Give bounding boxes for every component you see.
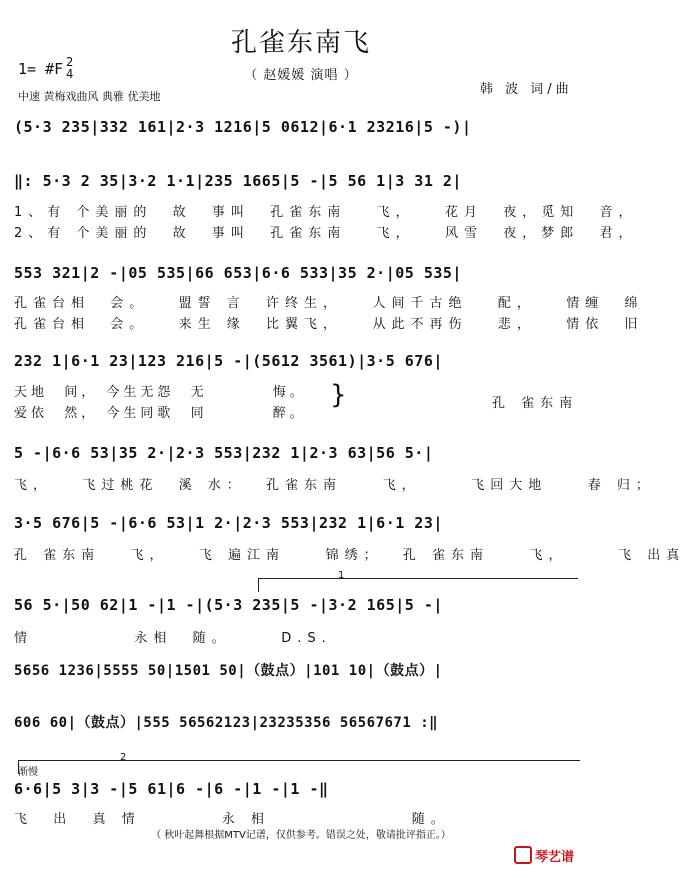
verse-brace: }	[330, 380, 347, 410]
credit-line: 韩 波 词/曲	[480, 82, 573, 97]
lyric-line: 1、有 个美丽的 故 事叫 孔雀东南 飞， 花月 夜，觅知 音，	[14, 205, 638, 220]
volta-one-label: 1	[338, 570, 345, 581]
volta-two-label: 2	[120, 752, 127, 763]
meter-bottom: 4	[66, 67, 74, 81]
time-signature	[66, 56, 73, 80]
footer-note: （ 秋叶起舞根据MTV记谱，仅供参考。错误之处，敬请批评指正。）	[151, 830, 451, 841]
key-signature: 1= #F	[18, 60, 64, 78]
notation-row: ‖: 5·3 2 35|3·2 1·1|235 1665|5 -|5 56 1|3 31 2|	[14, 172, 462, 190]
site-logo	[514, 846, 574, 865]
style-note: 中速 黄梅戏曲风 典雅 优美地	[18, 90, 161, 103]
lyric-line: 2、有 个美丽的 故 事叫 孔雀东南 飞， 风雪 夜，梦郎 君，	[14, 226, 638, 241]
notation-row: 553 321|2 -|05 535|66 653|6·6 533|35 2·|05 535|	[14, 264, 462, 282]
side-lyric: 孔 雀东南	[492, 396, 579, 411]
lyric-line: 飞， 飞过桃花 溪 水： 孔雀东南 飞， 飞回大地 春 归；	[14, 478, 655, 493]
song-title: 孔雀东南飞	[230, 28, 371, 58]
notation-row: 5656 1236|5555 50|1501 50|（鼓点）|101 10|（鼓点）|	[14, 663, 443, 679]
notation-row: 606 60|（鼓点）|555 56562123|23235356 56567671 :‖	[14, 715, 439, 731]
notation-row: 5 -|6·6 53|35 2·|2·3 553|232 1|2·3 63|56 5·|	[14, 444, 434, 462]
meter-top: 2	[66, 55, 74, 69]
lyric-line: 情 永相 随。 D.S.	[14, 631, 332, 646]
tempo-mark: 渐慢	[18, 767, 38, 778]
notation-row: 56 5·|50 62|1 -|1 -|(5·3 235|5 -|3·2 165|5 -|	[14, 596, 443, 614]
lyric-line: 天地 间， 今生无怨 无 悔。	[14, 385, 307, 400]
lyric-line: 飞 出 真 情 永 相 随。	[14, 812, 450, 827]
lyric-line: 孔雀台相 会。 来生 缘 比翼飞， 从此不再伤 悲， 情依 旧	[14, 317, 644, 332]
lyric-line: 孔雀台相 会。 盟誓 言 许终生， 人间千古绝 配， 情缠 绵	[14, 296, 644, 311]
logo-icon	[514, 846, 532, 864]
notation-row: (5·3 235|332 161|2·3 1216|5 0612|6·1 23216|5 -)|	[14, 118, 472, 136]
lyric-line: 孔 雀东南 飞， 飞 遍江南 锦绣； 孔 雀东南 飞， 飞 出真	[14, 548, 685, 563]
notation-row: 6·6|5 3|3 -|5 61|6 -|6 -|1 -|1 -‖	[14, 780, 329, 798]
logo-text: 琴艺谱	[535, 850, 575, 865]
lyric-line: 爱依 然， 今生同歌 同 醉。	[14, 406, 307, 421]
notation-row: 232 1|6·1 23|123 216|5 -|(5612 3561)|3·5 676|	[14, 352, 443, 370]
notation-row: 3·5 676|5 -|6·6 53|1 2·|2·3 553|232 1|6·1 23|	[14, 514, 443, 532]
singer-line: （ 赵媛媛 演唱 ）	[244, 68, 358, 83]
